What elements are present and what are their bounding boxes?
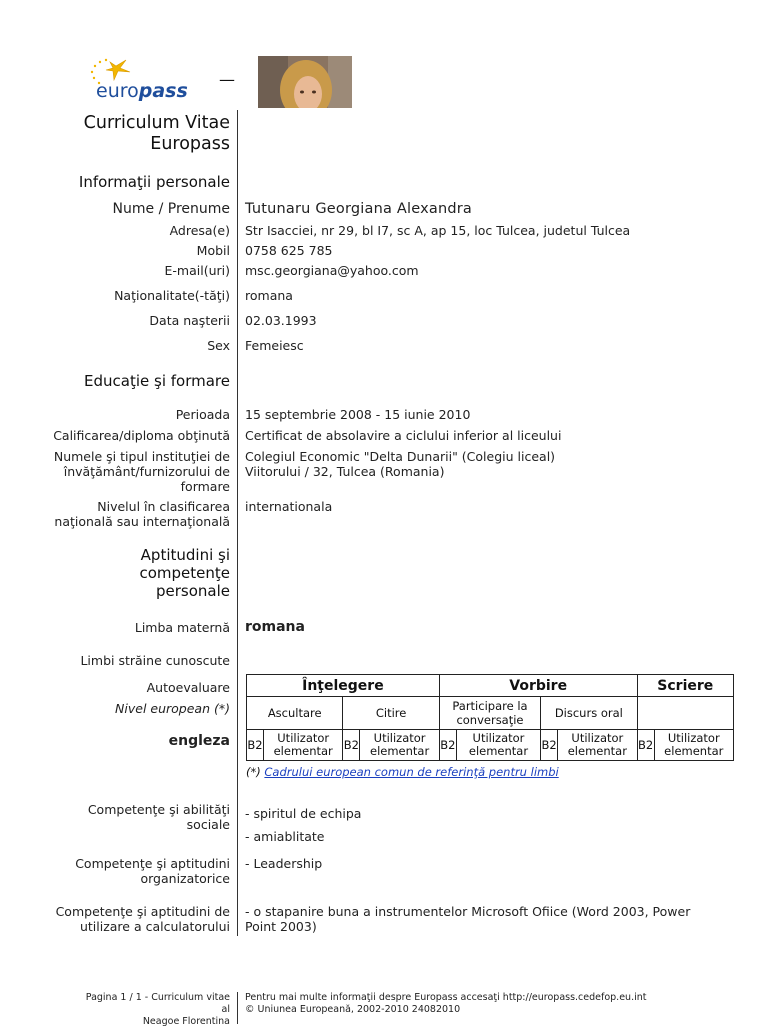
label-language-english: engleza — [168, 733, 230, 749]
value-period: 15 septembrie 2008 - 15 iunie 2010 — [245, 407, 471, 422]
level-desc: Utilizator elementar — [264, 730, 343, 761]
value-organizational-skills: - Leadership — [245, 856, 323, 871]
level-code: B2 — [541, 730, 558, 761]
label-classification: Nivelul în clasificarea naţională sau internaţională — [54, 499, 230, 529]
footer-page-info: Pagina 1 / 1 - Curriculum vitae al Neagoe Florentina — [85, 992, 230, 1027]
profile-photo — [258, 56, 352, 108]
section-heading-personal: Informaţii personale — [78, 173, 230, 191]
logo-euro-text: euro — [96, 80, 139, 102]
label-qualification: Calificarea/diploma obţinută — [53, 428, 230, 443]
footer-europass-info: Pentru mai multe informaţii despre Europass accesaţi http://europass.cedefop.eu.int © Uniunea Europeană, 2002-2010 24082010 — [245, 992, 647, 1015]
label-european-level: Nivel european (*) — [115, 701, 230, 716]
value-mobile: 0758 625 785 — [245, 243, 333, 258]
subheader-reading: Citire — [343, 697, 439, 730]
value-social-skills: - spiritul de echipa - amiablitate — [245, 806, 362, 844]
label-period: Perioada — [175, 407, 230, 422]
subheader-oral: Discurs oral — [541, 697, 637, 730]
level-desc: Utilizator elementar — [654, 730, 733, 761]
section-heading-skills: Aptitudini şi competenţe personale — [139, 546, 230, 600]
europass-logo — [86, 56, 186, 106]
value-sex: Femeiesc — [245, 338, 304, 353]
value-birthdate: 02.03.1993 — [245, 313, 317, 328]
value-computer-skills: - o stapanire buna a instrumentelor Microsoft Ofiice (Word 2003, Power Point 2003) — [245, 904, 691, 934]
level-desc: Utilizator elementar — [558, 730, 637, 761]
value-name: Tutunaru Georgiana Alexandra — [245, 201, 473, 217]
value-nationality: romana — [245, 288, 293, 303]
header-dash: — — [219, 70, 235, 89]
label-nationality: Naţionalitate(-tăţi) — [114, 288, 230, 303]
label-mobile: Mobil — [196, 243, 230, 258]
language-skills-table — [246, 674, 734, 761]
logo-pass-text: pass — [138, 80, 188, 102]
label-social-skills: Competenţe şi abilităţi sociale — [87, 802, 230, 832]
label-email: E-mail(uri) — [164, 263, 230, 278]
level-desc: Utilizator elementar — [456, 730, 540, 761]
cefr-link[interactable]: Cadrului european comun de referinţă pentru limbi — [264, 765, 559, 779]
header-speaking: Vorbire — [439, 675, 637, 697]
label-birthdate: Data naşterii — [149, 313, 230, 328]
level-code: B2 — [247, 730, 264, 761]
label-organizational-skills: Competenţe şi aptitudini organizatorice — [75, 856, 230, 886]
header-understanding: Înţelegere — [247, 675, 440, 697]
value-address: Str Isacciei, nr 29, bl I7, sc A, ap 15, loc Tulcea, judetul Tulcea — [245, 223, 631, 238]
section-heading-education: Educaţie şi formare — [84, 372, 230, 390]
footer-divider — [237, 992, 238, 1024]
level-code: B2 — [439, 730, 456, 761]
subheader-listening: Ascultare — [247, 697, 343, 730]
value-classification: internationala — [245, 499, 333, 514]
value-mother-tongue: romana — [245, 619, 305, 635]
label-address: Adresa(e) — [169, 223, 230, 238]
label-self-assessment: Autoevaluare — [146, 680, 230, 695]
value-institution: Colegiul Economic "Delta Dunarii" (Colegiu liceal) Viitorului / 32, Tulcea (Romania) — [245, 449, 556, 479]
language-footnote — [246, 765, 559, 779]
column-divider — [237, 110, 238, 936]
label-foreign-languages: Limbi străine cunoscute — [80, 653, 230, 668]
label-computer-skills: Competenţe şi aptitudini de utilizare a calculatorului — [55, 904, 230, 934]
level-desc: Utilizator elementar — [360, 730, 439, 761]
value-qualification: Certificat de absolavire a ciclului inferior al liceului — [245, 428, 562, 443]
level-code: B2 — [637, 730, 654, 761]
level-code: B2 — [343, 730, 360, 761]
label-mother-tongue: Limba maternă — [134, 620, 230, 635]
portrait-image — [258, 56, 352, 108]
subheader-writing-empty — [637, 697, 733, 730]
value-email: msc.georgiana@yahoo.com — [245, 263, 419, 278]
label-institution: Numele şi tipul instituţiei de învăţământ/furnizorului de formare — [53, 449, 230, 494]
footnote-marker: (*) — [246, 765, 261, 779]
label-name: Nume / Prenume — [112, 201, 230, 217]
header-writing: Scriere — [637, 675, 733, 697]
label-sex: Sex — [207, 338, 230, 353]
cv-title: Curriculum Vitae Europass — [83, 113, 230, 154]
subheader-conversation: Participare la conversaţie — [439, 697, 540, 730]
